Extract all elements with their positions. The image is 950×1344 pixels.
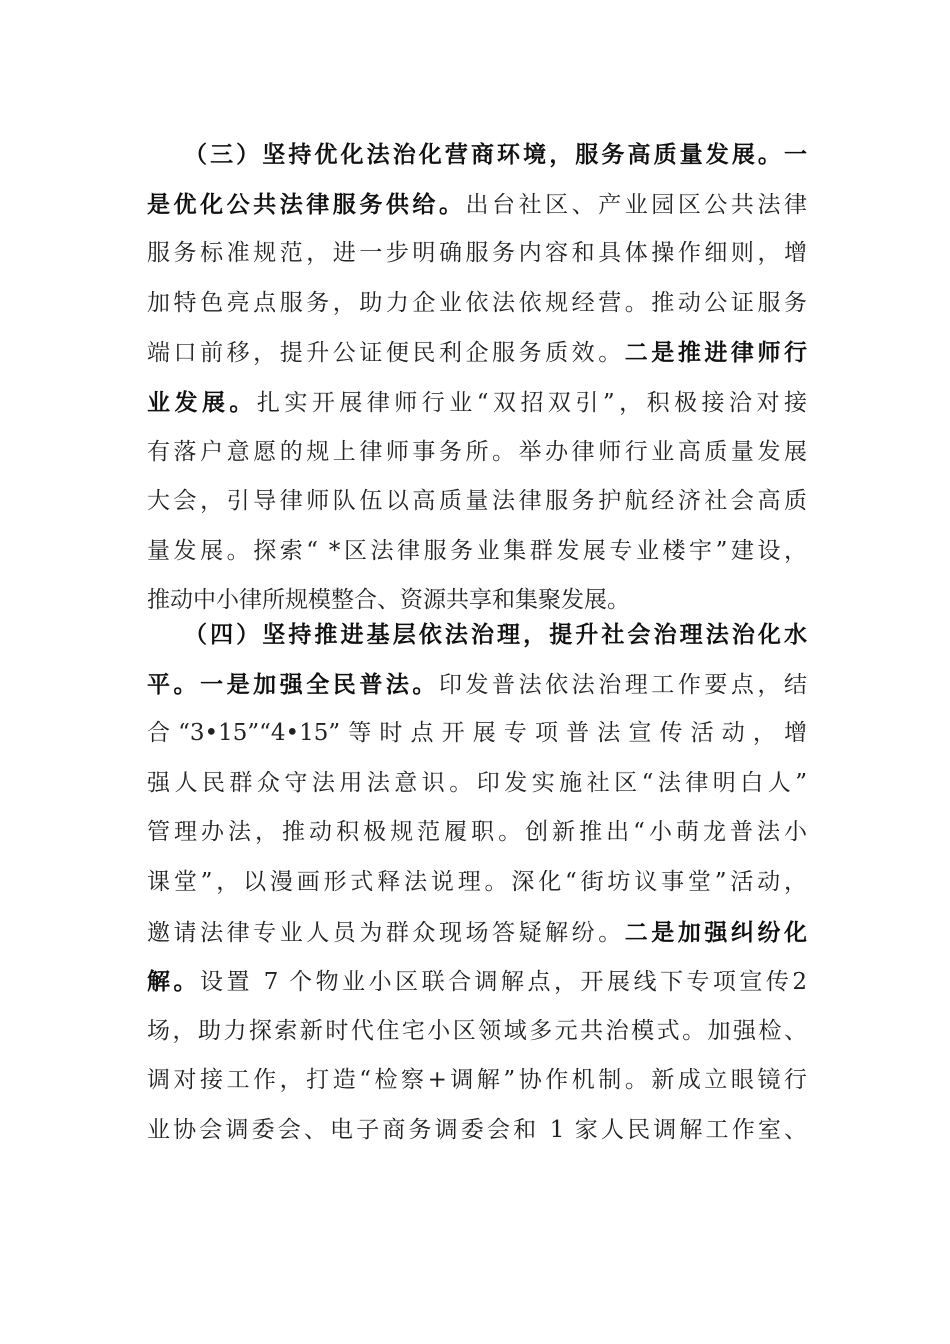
text-run: 出台社区、产业园区公共法律 — [465, 191, 808, 218]
text-run: 扎实开展律师行业“双招双引”，积极接洽对接 — [256, 389, 807, 416]
text-line — [147, 1056, 807, 1106]
text-line — [147, 660, 807, 710]
bold-text-run: 业发展。 — [147, 388, 257, 416]
text-run: 加特色亮点服务，助力企业依法依规经营。推动公证服务 — [147, 289, 807, 316]
text-run: 管理办法，推动积极规范履职。创新推出“小萌龙普法小 — [147, 819, 807, 846]
text-line — [147, 709, 807, 759]
text-run: 合“3•15”“4•15”等时点开展专项普法宣传活动，增 — [147, 720, 807, 747]
text-line — [147, 1106, 807, 1156]
bold-text-run: （四）坚持推进基层依法治理，提升社会治理法治化水 — [184, 621, 807, 648]
text-line — [147, 610, 807, 660]
text-line — [147, 378, 807, 428]
text-line — [147, 527, 807, 577]
text-run: 调对接工作，打造“检察+调解”协作机制。新成立眼镜行 — [147, 1067, 807, 1094]
section-three-paragraph — [147, 130, 807, 626]
text-line — [147, 1007, 807, 1057]
text-run: 量发展。探索“ *区法律服务业集群发展专业楼宇”建设， — [147, 537, 807, 564]
bold-text-run: 解。 — [147, 968, 200, 996]
text-line — [147, 428, 807, 478]
text-line — [147, 180, 807, 230]
text-run: 端口前移，提升公证便民利企服务质效。 — [147, 340, 625, 367]
bold-text-run: 二是推进律师行 — [624, 339, 808, 367]
text-run: 场，助力探索新时代住宅小区领域多元共治模式。加强检、 — [147, 1017, 807, 1044]
text-run: 有落户意愿的规上律师事务所。举办律师行业高质量发展 — [147, 438, 807, 465]
text-line — [147, 858, 807, 908]
text-line — [147, 477, 807, 527]
text-run: 业协会调委会、电子商务调委会和 1 家人民调解工作室、 — [147, 1116, 807, 1143]
text-line — [147, 279, 807, 329]
text-run: 课堂”，以漫画形式释法说理。深化“街坊议事堂”活动， — [147, 868, 807, 895]
text-line — [147, 908, 807, 958]
section-four-paragraph — [147, 610, 807, 1156]
text-line — [147, 229, 807, 279]
text-run: 强人民群众守法用法意识。印发实施社区“法律明白人” — [147, 769, 807, 796]
bold-text-run: 平。一是加强全民普法。 — [147, 670, 439, 698]
text-line — [147, 759, 807, 809]
text-line — [147, 130, 807, 180]
bold-text-run: （三）坚持优化法治化营商环境，服务高质量发展。一 — [184, 141, 807, 168]
bold-text-run: 二是加强纠纷化 — [624, 918, 808, 946]
text-run: 大会，引导律师队伍以高质量法律服务护航经济社会高质 — [147, 488, 807, 515]
text-run: 设置 7 个物业小区联合调解点，开展线下专项宣传2 — [199, 969, 807, 996]
text-line — [147, 957, 807, 1007]
text-run: 推动中小律所规模整合、资源共享和集聚发展。 — [147, 587, 630, 614]
text-line — [147, 328, 807, 378]
text-run: 邀请法律专业人员为群众现场答疑解纷。 — [147, 919, 625, 946]
text-run: 服务标准规范，进一步明确服务内容和具体操作细则，增 — [147, 240, 807, 267]
bold-text-run: 是优化公共法律服务供给。 — [147, 190, 466, 218]
text-line — [147, 808, 807, 858]
text-run: 印发普法依法治理工作要点，结 — [438, 671, 808, 698]
